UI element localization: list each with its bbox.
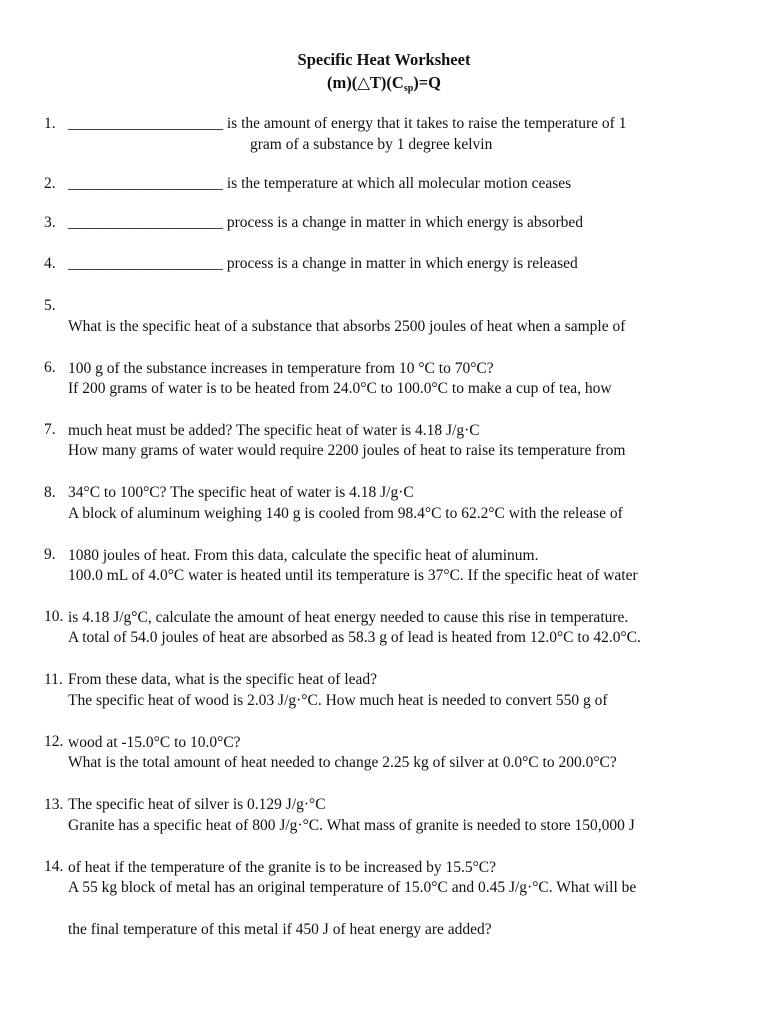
question-number: 13. [44,796,64,813]
question-number: 9. [44,546,56,563]
question-line-2: 100 g of the substance increases in temperature from 10 °C to 70°C? [68,360,494,377]
question-line-2: of heat if the temperature of the granite is to be increased by 15.5°C? [68,859,496,876]
answer-blank: ____________________ [68,214,223,231]
question-line-2: From these data, what is the specific heat of lead? [68,671,378,688]
question-number: 3. [44,214,56,231]
question-14 [44,856,734,961]
question-line-2: the final temperature of this metal if 450 J of heat energy are added? [68,921,492,938]
question-text: process is a change in matter in which energy is absorbed [223,214,583,231]
question-line-2: 34°C to 100°C? The specific heat of water is 4.18 J/g·C [68,484,414,501]
question-line-2: much heat must be added? The specific heat of water is 4.18 J/g·C [68,422,480,439]
question-line-2: is 4.18 J/g°C, calculate the amount of heat energy needed to cause this rise in temperature. [68,609,629,626]
page-title: Specific Heat Worksheet [297,50,471,69]
question-number: 7. [44,421,56,438]
question-line-2: 1080 joules of heat. From this data, calculate the specific heat of aluminum. [68,547,539,564]
question-1 [44,113,734,155]
question-line-1: The specific heat of wood is 2.03 J/g·°C. How much heat is needed to convert 550 g of [68,692,608,709]
question-line-1: 100.0 mL of 4.0°C water is heated until its temperature is 37°C. If the specific heat of water [68,567,638,584]
question-line-1: How many grams of water would require 2200 joules of heat to raise its temperature from [68,442,626,459]
question-line-1: A block of aluminum weighing 140 g is cooled from 98.4°C to 62.2°C with the release of [68,505,623,522]
question-number: 1. [44,115,56,132]
question-3 [44,212,734,233]
question-line-1: Granite has a specific heat of 800 J/g·°C. What mass of granite is needed to store 150,000 J [68,817,635,834]
formula-suffix: )=Q [413,73,441,92]
question-4 [44,253,734,274]
question-line-1: If 200 grams of water is to be heated from 24.0°C to 100.0°C to make a cup of tea, how [68,380,612,397]
answer-blank: ____________________ [68,175,223,192]
question-number: 10. [44,608,64,625]
formula-prefix: (m)(△T)(C [326,73,404,92]
question-2 [44,173,734,194]
question-line-1: What is the total amount of heat needed to change 2.25 kg of silver at 0.0°C to 200.0°C? [68,754,617,771]
answer-blank: ____________________ [68,115,223,132]
question-number: 14. [44,858,64,875]
question-line-1: What is the specific heat of a substance that absorbs 2500 joules of heat when a sample of [68,318,626,335]
question-number: 11. [44,671,63,688]
question-number: 4. [44,255,56,272]
answer-blank: ____________________ [68,255,223,272]
question-text: is the amount of energy that it takes to raise the temperature of 1 [223,115,627,132]
question-line-2: The specific heat of silver is 0.129 J/g·°C [68,796,326,813]
question-number: 12. [44,733,64,750]
formula [0,72,768,93]
question-number: 8. [44,484,56,501]
question-line-1: A 55 kg block of metal has an original temperature of 15.0°C and 0.45 J/g·°C. What will be [68,879,637,896]
question-text: is the temperature at which all molecular motion ceases [223,175,572,192]
question-line-1: A total of 54.0 joules of heat are absorbed as 58.3 g of lead is heated from 12.0°C to 42.0°C. [68,629,641,646]
question-number: 2. [44,175,56,192]
question-text-continuation: gram of a substance by 1 degree kelvin [250,136,493,153]
question-line-2: wood at -15.0°C to 10.0°C? [68,734,241,751]
question-number: 6. [44,359,56,376]
question-text: process is a change in matter in which energy is released [223,255,578,272]
formula-subscript: sp [403,83,414,94]
question-number: 5. [44,297,56,314]
